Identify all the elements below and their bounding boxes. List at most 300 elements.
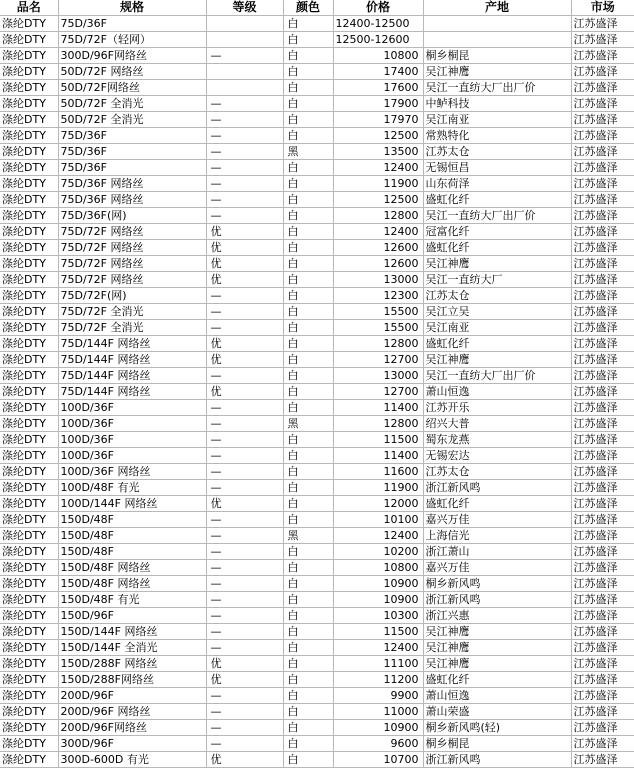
color-cell: 白 [283,240,333,256]
price-cell: 9600 [333,736,423,752]
color-cell: 白 [283,720,333,736]
price-cell: 12400-12500 [333,16,423,32]
grade-cell: — [206,624,283,640]
table-row [0,160,634,176]
grade-cell: — [206,512,283,528]
col-header-origin: 产地 [423,0,571,16]
market-cell: 江苏盛泽 [571,560,634,576]
spec-cell: 150D/144F 网络丝 [58,624,206,640]
grade-cell: 优 [206,752,283,768]
price-cell: 13000 [333,368,423,384]
spec-cell: 300D/96F网络丝 [58,48,206,64]
grade-cell: 优 [206,656,283,672]
market-cell: 江苏盛泽 [571,64,634,80]
table-row [0,240,634,256]
spec-cell: 75D/36F(网) [58,208,206,224]
table-row [0,256,634,272]
product-name-cell: 涤纶DTY [0,272,58,288]
origin-cell: 吴江神鹰 [423,624,571,640]
grade-cell: 优 [206,352,283,368]
market-cell: 江苏盛泽 [571,416,634,432]
market-cell: 江苏盛泽 [571,480,634,496]
price-cell: 12400 [333,160,423,176]
price-cell: 11400 [333,448,423,464]
origin-cell: 浙江兴惠 [423,608,571,624]
origin-cell: 盛虹化纤 [423,672,571,688]
price-cell: 12500 [333,128,423,144]
spec-cell: 75D/72F 网络丝 [58,256,206,272]
origin-cell: 盛虹化纤 [423,240,571,256]
market-cell: 江苏盛泽 [571,32,634,48]
color-cell: 白 [283,304,333,320]
origin-cell: 江苏太仓 [423,464,571,480]
color-cell: 白 [283,32,333,48]
origin-cell: 浙江新风鸣 [423,752,571,768]
market-cell: 江苏盛泽 [571,496,634,512]
product-name-cell: 涤纶DTY [0,128,58,144]
spec-cell: 150D/48F 网络丝 [58,560,206,576]
price-cell: 12800 [333,208,423,224]
market-cell: 江苏盛泽 [571,752,634,768]
product-name-cell: 涤纶DTY [0,400,58,416]
grade-cell: — [206,400,283,416]
color-cell: 白 [283,160,333,176]
product-name-cell: 涤纶DTY [0,352,58,368]
table-row [0,128,634,144]
grade-cell [206,16,283,32]
market-cell: 江苏盛泽 [571,48,634,64]
col-header-market: 市场 [571,0,634,16]
table-row [0,304,634,320]
origin-cell: 吴江立吴 [423,304,571,320]
table-row [0,336,634,352]
color-cell: 白 [283,272,333,288]
color-cell: 白 [283,480,333,496]
table-row [0,608,634,624]
market-cell: 江苏盛泽 [571,128,634,144]
origin-cell: 嘉兴万佳 [423,512,571,528]
grade-cell: — [206,48,283,64]
origin-cell: 桐乡新风鸣 [423,576,571,592]
origin-cell: 江苏开乐 [423,400,571,416]
origin-cell: 无锡恒昌 [423,160,571,176]
spec-cell: 75D/72F 全消光 [58,320,206,336]
spec-cell: 75D/72F 网络丝 [58,272,206,288]
grade-cell: — [206,144,283,160]
color-cell: 黑 [283,416,333,432]
spec-cell: 75D/72F 网络丝 [58,224,206,240]
market-cell: 江苏盛泽 [571,320,634,336]
price-cell: 12500-12600 [333,32,423,48]
spec-cell: 100D/144F 网络丝 [58,496,206,512]
origin-cell [423,16,571,32]
market-cell: 江苏盛泽 [571,336,634,352]
price-cell: 12600 [333,240,423,256]
color-cell: 白 [283,592,333,608]
grade-cell [206,64,283,80]
spec-cell: 150D/144F 全消光 [58,640,206,656]
product-name-cell: 涤纶DTY [0,368,58,384]
product-name-cell: 涤纶DTY [0,224,58,240]
product-name-cell: 涤纶DTY [0,64,58,80]
product-name-cell: 涤纶DTY [0,576,58,592]
spec-cell: 75D/72F(网) [58,288,206,304]
product-name-cell: 涤纶DTY [0,560,58,576]
market-cell: 江苏盛泽 [571,512,634,528]
color-cell: 白 [283,432,333,448]
market-cell: 江苏盛泽 [571,544,634,560]
price-cell: 11100 [333,656,423,672]
market-cell: 江苏盛泽 [571,448,634,464]
market-cell: 江苏盛泽 [571,288,634,304]
market-cell: 江苏盛泽 [571,432,634,448]
table-row [0,288,634,304]
product-name-cell: 涤纶DTY [0,192,58,208]
price-cell: 12800 [333,416,423,432]
market-cell: 江苏盛泽 [571,192,634,208]
spec-cell: 75D/36F 网络丝 [58,176,206,192]
price-cell: 17970 [333,112,423,128]
price-cell: 12500 [333,192,423,208]
spec-cell: 75D/72F（轻网） [58,32,206,48]
grade-cell: — [206,96,283,112]
origin-cell: 绍兴大普 [423,416,571,432]
grade-cell: — [206,464,283,480]
spec-cell: 50D/72F 网络丝 [58,64,206,80]
grade-cell: — [206,368,283,384]
price-cell: 10800 [333,560,423,576]
color-cell: 白 [283,176,333,192]
market-cell: 江苏盛泽 [571,224,634,240]
product-name-cell: 涤纶DTY [0,608,58,624]
market-cell: 江苏盛泽 [571,608,634,624]
color-cell: 白 [283,560,333,576]
origin-cell: 江苏太仓 [423,144,571,160]
origin-cell: 江苏太仓 [423,288,571,304]
col-header-price: 价格 [333,0,423,16]
color-cell: 白 [283,16,333,32]
color-cell: 白 [283,752,333,768]
color-cell: 白 [283,192,333,208]
color-cell: 白 [283,544,333,560]
product-name-cell: 涤纶DTY [0,496,58,512]
table-row [0,704,634,720]
spec-cell: 150D/96F [58,608,206,624]
spec-cell: 75D/144F 网络丝 [58,368,206,384]
product-name-cell: 涤纶DTY [0,736,58,752]
grade-cell: — [206,544,283,560]
grade-cell: — [206,320,283,336]
color-cell: 白 [283,656,333,672]
grade-cell [206,32,283,48]
price-cell: 11000 [333,704,423,720]
price-cell: 12300 [333,288,423,304]
table-row [0,144,634,160]
table-row [0,192,634,208]
origin-cell: 常熟特化 [423,128,571,144]
price-cell: 12400 [333,640,423,656]
origin-cell: 山东荷泽 [423,176,571,192]
product-name-cell: 涤纶DTY [0,240,58,256]
product-name-cell: 涤纶DTY [0,464,58,480]
origin-cell: 吴江神鹰 [423,352,571,368]
market-cell: 江苏盛泽 [571,592,634,608]
table-row [0,208,634,224]
color-cell: 白 [283,688,333,704]
price-cell: 11500 [333,432,423,448]
spec-cell: 75D/144F 网络丝 [58,352,206,368]
color-cell: 黑 [283,528,333,544]
price-cell: 9900 [333,688,423,704]
product-name-cell: 涤纶DTY [0,448,58,464]
grade-cell: — [206,704,283,720]
grade-cell: 优 [206,240,283,256]
spec-cell: 75D/144F 网络丝 [58,336,206,352]
spec-cell: 75D/72F 网络丝 [58,240,206,256]
price-cell: 10800 [333,48,423,64]
color-cell: 白 [283,576,333,592]
color-cell: 白 [283,80,333,96]
origin-cell: 上海信光 [423,528,571,544]
table-row [0,96,634,112]
origin-cell: 吴江南亚 [423,320,571,336]
grade-cell: — [206,176,283,192]
spec-cell: 75D/72F 全消光 [58,304,206,320]
product-name-cell: 涤纶DTY [0,160,58,176]
product-name-cell: 涤纶DTY [0,512,58,528]
price-cell: 11400 [333,400,423,416]
color-cell: 白 [283,624,333,640]
price-cell: 17900 [333,96,423,112]
grade-cell: 优 [206,272,283,288]
price-cell: 12000 [333,496,423,512]
color-cell: 白 [283,672,333,688]
grade-cell: — [206,480,283,496]
grade-cell: — [206,112,283,128]
header-row [0,0,634,16]
market-cell: 江苏盛泽 [571,144,634,160]
product-name-cell: 涤纶DTY [0,32,58,48]
price-cell: 17600 [333,80,423,96]
market-cell: 江苏盛泽 [571,208,634,224]
color-cell: 白 [283,704,333,720]
product-name-cell: 涤纶DTY [0,720,58,736]
spec-cell: 300D/96F [58,736,206,752]
table-row [0,640,634,656]
market-cell: 江苏盛泽 [571,720,634,736]
table-row [0,352,634,368]
table-row [0,528,634,544]
table-row [0,432,634,448]
price-cell: 12700 [333,352,423,368]
market-cell: 江苏盛泽 [571,96,634,112]
market-cell: 江苏盛泽 [571,384,634,400]
grade-cell: — [206,560,283,576]
price-cell: 13500 [333,144,423,160]
color-cell: 白 [283,368,333,384]
product-name-cell: 涤纶DTY [0,528,58,544]
origin-cell: 萧山恒逸 [423,688,571,704]
origin-cell [423,32,571,48]
grade-cell: — [206,160,283,176]
spec-cell: 100D/36F [58,416,206,432]
color-cell: 白 [283,464,333,480]
color-cell: 白 [283,208,333,224]
market-cell: 江苏盛泽 [571,400,634,416]
market-cell: 江苏盛泽 [571,160,634,176]
product-name-cell: 涤纶DTY [0,592,58,608]
product-name-cell: 涤纶DTY [0,640,58,656]
spec-cell: 50D/72F 全消光 [58,112,206,128]
price-cell: 12800 [333,336,423,352]
table-row [0,48,634,64]
price-cell: 10100 [333,512,423,528]
product-name-cell: 涤纶DTY [0,256,58,272]
market-cell: 江苏盛泽 [571,640,634,656]
market-cell: 江苏盛泽 [571,736,634,752]
market-cell: 江苏盛泽 [571,80,634,96]
product-name-cell: 涤纶DTY [0,320,58,336]
origin-cell: 吴江一直纺大厂 [423,272,571,288]
price-cell: 15500 [333,320,423,336]
color-cell: 白 [283,400,333,416]
table-row [0,384,634,400]
color-cell: 白 [283,384,333,400]
table-row [0,496,634,512]
origin-cell: 盛虹化纤 [423,192,571,208]
product-name-cell: 涤纶DTY [0,704,58,720]
table-row [0,576,634,592]
spec-cell: 75D/36F 网络丝 [58,192,206,208]
product-name-cell: 涤纶DTY [0,112,58,128]
product-name-cell: 涤纶DTY [0,384,58,400]
table-row [0,272,634,288]
grade-cell: — [206,416,283,432]
table-row [0,368,634,384]
spec-cell: 150D/288F网络丝 [58,672,206,688]
origin-cell: 嘉兴万佳 [423,560,571,576]
product-name-cell: 涤纶DTY [0,672,58,688]
color-cell: 白 [283,448,333,464]
market-cell: 江苏盛泽 [571,112,634,128]
market-cell: 江苏盛泽 [571,688,634,704]
grade-cell: 优 [206,224,283,240]
color-cell: 黑 [283,144,333,160]
origin-cell: 吴江神鹰 [423,64,571,80]
origin-cell: 浙江新风鸣 [423,480,571,496]
spec-cell: 50D/72F 全消光 [58,96,206,112]
price-cell: 11500 [333,624,423,640]
price-cell: 10900 [333,576,423,592]
col-header-grade: 等级 [206,0,283,16]
price-cell: 11900 [333,176,423,192]
grade-cell: — [206,576,283,592]
market-cell: 江苏盛泽 [571,240,634,256]
origin-cell: 桐乡新风鸣(轻) [423,720,571,736]
origin-cell: 萧山荣盛 [423,704,571,720]
grade-cell: 优 [206,336,283,352]
price-cell: 11900 [333,480,423,496]
origin-cell: 盛虹化纤 [423,496,571,512]
origin-cell: 冠富化纤 [423,224,571,240]
table-row [0,16,634,32]
col-header-color: 颜色 [283,0,333,16]
color-cell: 白 [283,256,333,272]
market-cell: 江苏盛泽 [571,656,634,672]
table-body [0,16,634,768]
product-name-cell: 涤纶DTY [0,176,58,192]
table-row [0,512,634,528]
table-row [0,320,634,336]
market-cell: 江苏盛泽 [571,176,634,192]
grade-cell: — [206,208,283,224]
color-cell: 白 [283,608,333,624]
grade-cell: — [206,432,283,448]
market-cell: 江苏盛泽 [571,16,634,32]
grade-cell: 优 [206,496,283,512]
spec-cell: 75D/144F 网络丝 [58,384,206,400]
grade-cell: 优 [206,672,283,688]
grade-cell: — [206,720,283,736]
spec-cell: 50D/72F网络丝 [58,80,206,96]
price-cell: 15500 [333,304,423,320]
product-name-cell: 涤纶DTY [0,432,58,448]
price-cell: 12600 [333,256,423,272]
origin-cell: 萧山恒逸 [423,384,571,400]
origin-cell: 中鲈科技 [423,96,571,112]
origin-cell: 吴江神鹰 [423,256,571,272]
spec-cell: 150D/48F 有光 [58,592,206,608]
grade-cell: — [206,608,283,624]
color-cell: 白 [283,224,333,240]
color-cell: 白 [283,320,333,336]
spec-cell: 75D/36F [58,160,206,176]
table-row [0,752,634,768]
spec-cell: 200D/96F 网络丝 [58,704,206,720]
market-cell: 江苏盛泽 [571,272,634,288]
product-name-cell: 涤纶DTY [0,16,58,32]
market-cell: 江苏盛泽 [571,704,634,720]
table-row [0,560,634,576]
grade-cell: 优 [206,256,283,272]
grade-cell: — [206,288,283,304]
table-row [0,224,634,240]
color-cell: 白 [283,112,333,128]
product-name-cell: 涤纶DTY [0,336,58,352]
market-cell: 江苏盛泽 [571,672,634,688]
spec-cell: 75D/36F [58,144,206,160]
origin-cell: 吴江一直纺大厂出厂价 [423,368,571,384]
grade-cell: — [206,736,283,752]
product-name-cell: 涤纶DTY [0,144,58,160]
product-name-cell: 涤纶DTY [0,80,58,96]
product-name-cell: 涤纶DTY [0,752,58,768]
price-cell: 12400 [333,528,423,544]
color-cell: 白 [283,512,333,528]
product-name-cell: 涤纶DTY [0,544,58,560]
spec-cell: 75D/36F [58,128,206,144]
table-row [0,672,634,688]
product-name-cell: 涤纶DTY [0,288,58,304]
table-row [0,64,634,80]
spec-cell: 150D/48F 网络丝 [58,576,206,592]
origin-cell: 吴江一直纺大厂出厂价 [423,208,571,224]
grade-cell: — [206,688,283,704]
color-cell: 白 [283,96,333,112]
origin-cell: 盛虹化纤 [423,336,571,352]
spec-cell: 200D/96F [58,688,206,704]
origin-cell: 浙江萧山 [423,544,571,560]
